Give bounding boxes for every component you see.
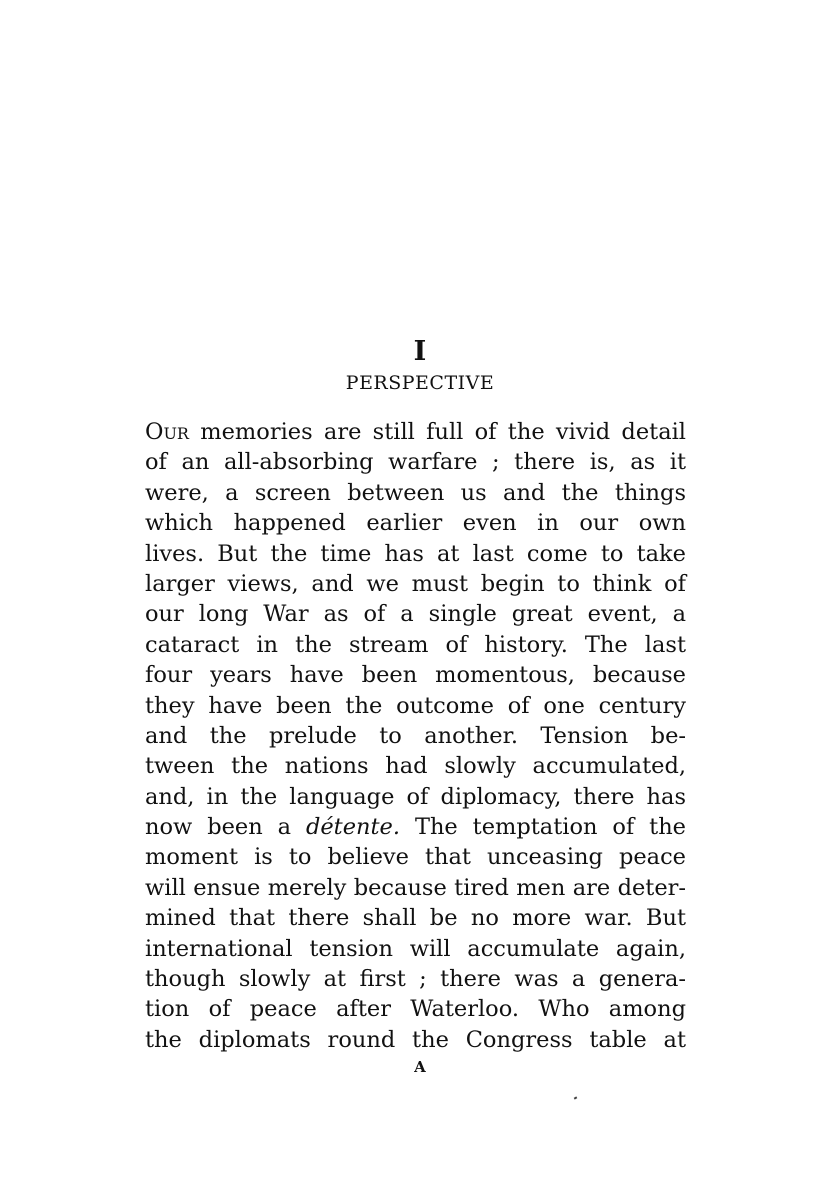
opening-word: Our (145, 419, 189, 445)
scan-speck (574, 1096, 578, 1099)
text-line: and the prelude to another. Tension be- (145, 722, 686, 749)
text-line: though slowly at first ; there was a genera- (145, 966, 686, 993)
text-line: moment is to believe that unceasing peace (145, 844, 686, 871)
text-line: were, a screen between us and the things (145, 479, 686, 506)
text-line: of an all-absorbing warfare ; there is, as it (145, 449, 686, 476)
text-line: tween the nations had slowly accumulated, (145, 753, 686, 780)
text-line: which happened earlier even in our own (145, 510, 686, 537)
text-line: and, in the language of diplomacy, there has (145, 783, 686, 810)
text-line: now been a détente. The temptation of the (145, 814, 686, 841)
text-line: four years have been momentous, because (145, 662, 686, 689)
text-line: our long War as of a single great event, a (145, 601, 686, 628)
italic-term: détente. (305, 814, 401, 841)
text-line: will ensue merely because tired men are deter- (145, 874, 686, 901)
text-line: the diplomats round the Congress table at (145, 1026, 686, 1053)
text-line: international tension will accumulate again, (145, 935, 686, 962)
text-line: tion of peace after Waterloo. Who among (145, 996, 686, 1023)
text-line: cataract in the stream of history. The last (145, 631, 686, 658)
chapter-numeral: I (413, 336, 427, 367)
text-line: lives. But the time has at last come to take (145, 540, 686, 567)
text-line: larger views, and we must begin to think of (145, 570, 686, 597)
chapter-body-text (145, 417, 686, 1055)
chapter-title: PERSPECTIVE (345, 372, 495, 394)
text-line: they have been the outcome of one century (145, 692, 686, 719)
text-line: Our memories are still full of the vivid detail (145, 419, 687, 445)
signature-mark: A (414, 1058, 426, 1076)
text-line: mined that there shall be no more war. But (145, 905, 686, 932)
